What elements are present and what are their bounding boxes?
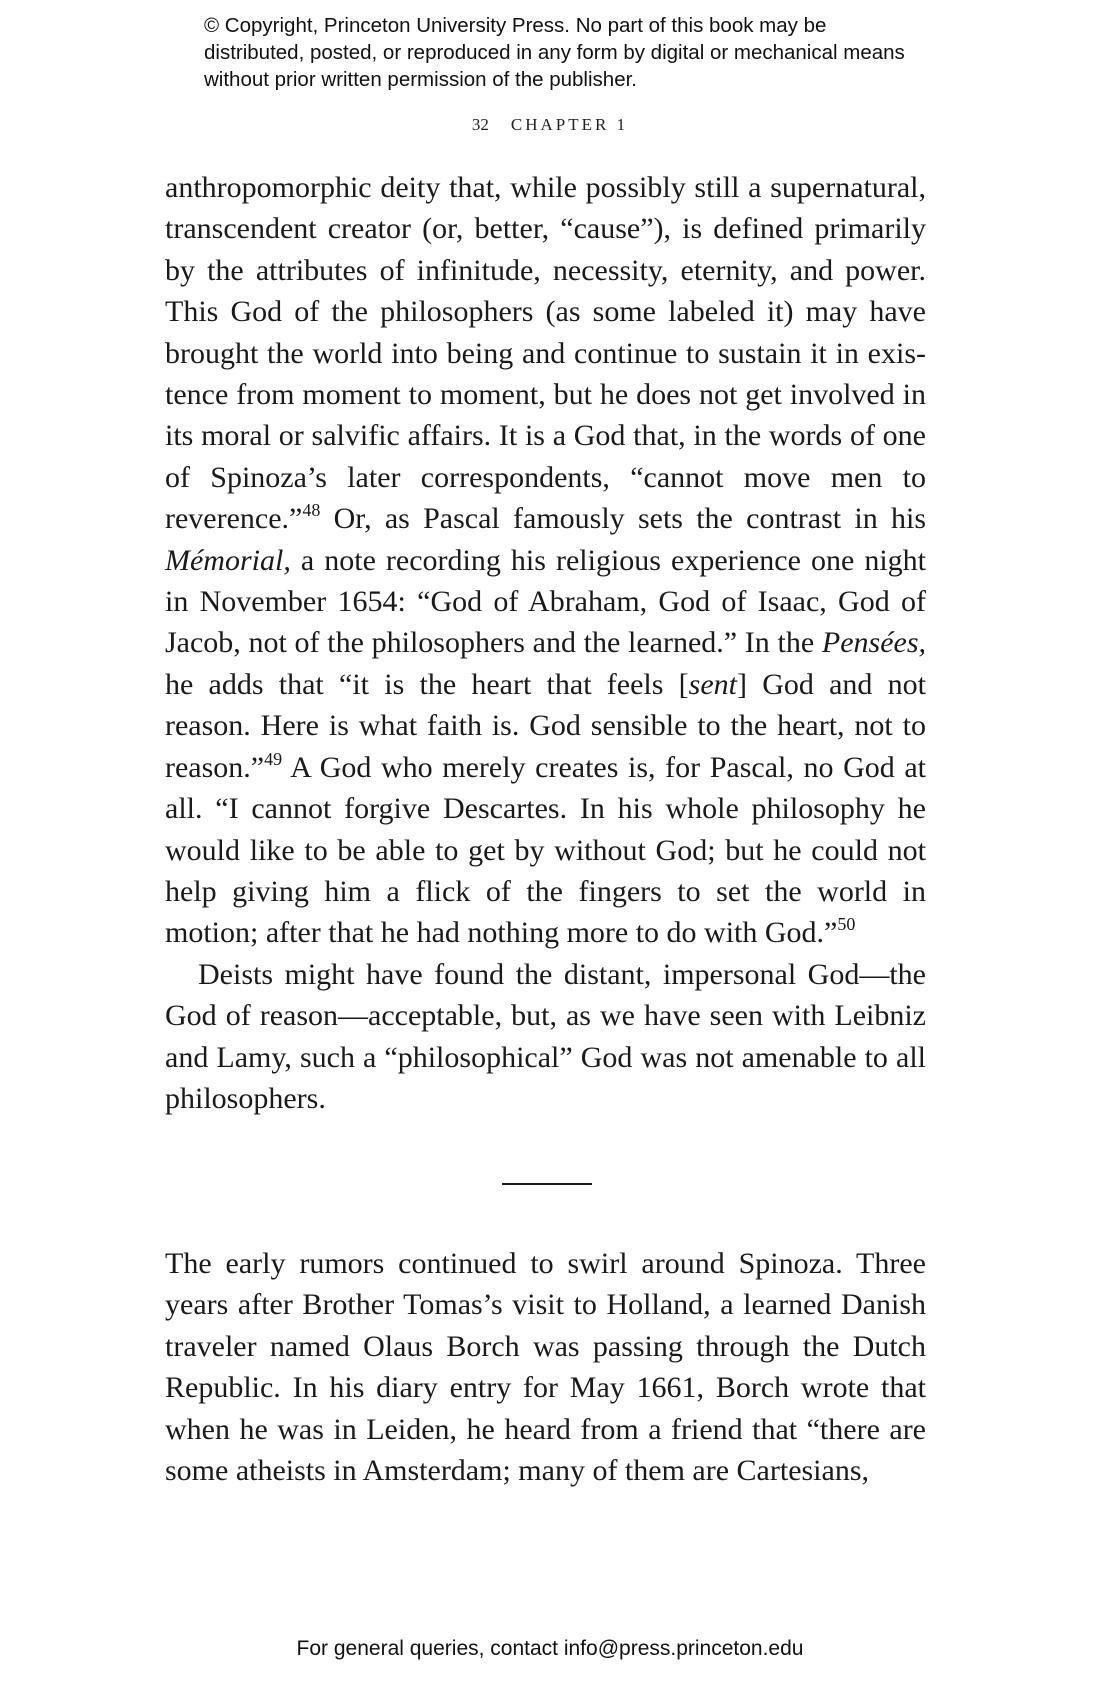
italic-title-memorial: Mémorial, bbox=[165, 543, 291, 577]
copyright-notice: © Copyright, Princeton University Press. No part of this book may be distributed, posted, or reproduced in any form by digital or mechanical means without prior written permission of the publisher. bbox=[204, 14, 905, 91]
text-run: A God who merely creates is, for Pascal, no God at all. “I cannot forgive Descartes. In his whole philosophy he would like to be able to get by without God; but he could not help giving him a flick of the fingers to set the world in motion; after that he had nothing more to do with God.” bbox=[165, 750, 926, 950]
text-run: anthropomorphic deity that, while possibly still a supernatural, transcendent creator (or, better, “cause”), is defined primarily by the attributes of infinitude, necessity, eternity, and power. This God of the philosophers (as some labeled it) may have brought the world into being and continue to sustain it in existence from moment to moment, but he does not get involved in its moral or salvific affairs. It is a God that, in the words of one of Spinoza’s later correspondents, “cannot move men to reverence.” bbox=[165, 171, 926, 536]
body-paragraph: The early rumors continued to swirl around Spinoza. Three years after Brother Tomas’s visit to Holland, a learned Danish traveler named Olaus Borch was passing through the Dutch Republic. In his diary entry for May 1661, Borch wrote that when he was in Leiden, he heard from a friend that “there are some atheists in Amsterdam; many of them are Cartesians, bbox=[165, 1247, 926, 1488]
body-paragraph bbox=[165, 167, 926, 954]
main-text-top bbox=[165, 167, 926, 1119]
section-break-rule bbox=[502, 1183, 592, 1185]
italic-title-pensees: Pensées, bbox=[821, 626, 926, 660]
body-paragraph: Deists might have found the distant, impersonal God—the God of reason—acceptable, but, as we have seen with Leibniz and Lamy, such a “philosophical” God was not amenable to all philosophers. bbox=[165, 957, 926, 1115]
text-run: ] God and not reason. Here is what faith is. God sensible to the heart, not to reason.” bbox=[165, 667, 927, 784]
footer-contact: For general queries, contact info@press.princeton.edu bbox=[296, 1637, 804, 1660]
footnote-ref-50: 50 bbox=[837, 914, 856, 935]
text-run: a note recording his religious experience one night in November 1654: “God of Abraham, God of Isaac, God of Jacob, not of the philosophers and the learned.” In the bbox=[165, 543, 926, 660]
italic-word-sent: sent bbox=[688, 667, 737, 701]
text-run: Or, as Pascal famously sets the contrast in his bbox=[320, 502, 926, 536]
text-run: he adds that “it is the heart that feels [ bbox=[165, 667, 689, 701]
running-head bbox=[0, 115, 1100, 135]
footnote-ref-48: 48 bbox=[302, 500, 321, 521]
chapter-title: CHAPTER 1 bbox=[510, 115, 629, 134]
footnote-ref-49: 49 bbox=[264, 748, 283, 769]
page-number: 32 bbox=[471, 115, 489, 134]
main-text-bottom bbox=[165, 1243, 926, 1491]
